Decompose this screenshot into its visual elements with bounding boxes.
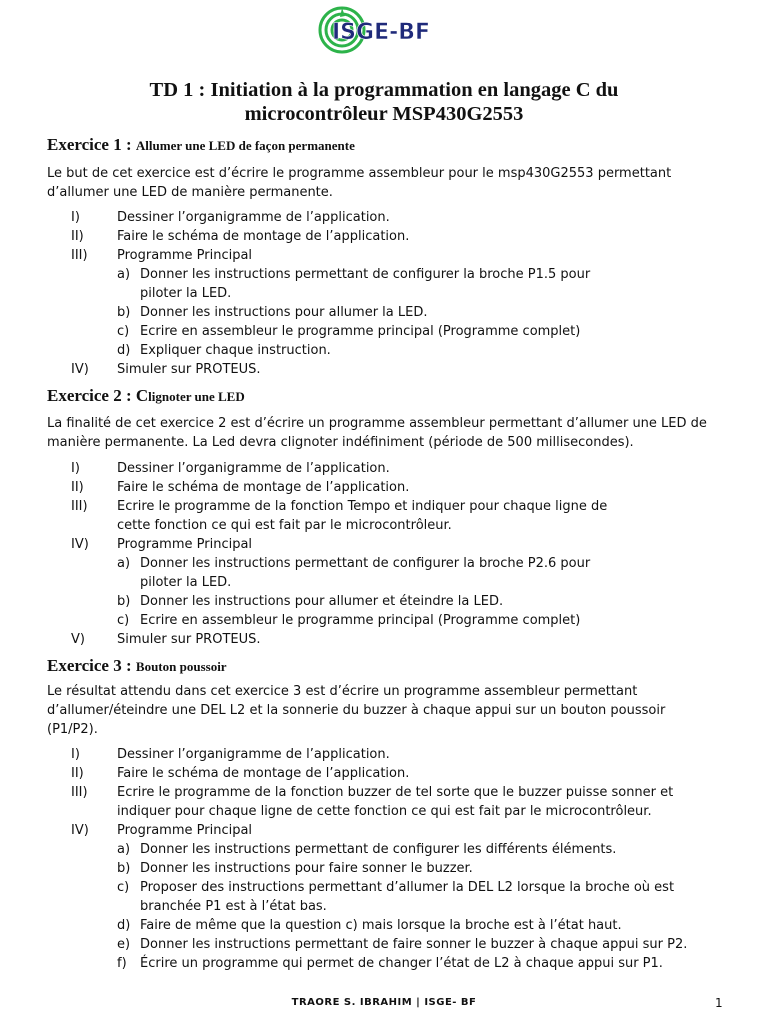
exercise-3-label: Exercice 3 :	[47, 656, 136, 675]
ex2-item-5-num: V)	[71, 632, 85, 647]
exercise-2-intro-line-2: manière permanente. La Led devra clignoter indéfiniment (période de 500 millisecondes).	[47, 435, 634, 450]
ex1-item-1-text: Dessiner l’organigramme de l’application.	[117, 210, 390, 225]
page-number: 1	[715, 996, 723, 1010]
ex2-item-1-num: I)	[71, 461, 80, 476]
ex1-sub-a-continued: piloter la LED.	[140, 286, 232, 301]
ex1-item-3-num: III)	[71, 248, 88, 263]
ex3-sub-c-continued: branchée P1 est à l’état bas.	[140, 899, 327, 914]
ex3-item-3-continued: indiquer pour chaque ligne de cette fonction ce qui est fait par le microcontrôleur.	[117, 804, 652, 819]
ex2-item-3-num: III)	[71, 499, 88, 514]
ex3-sub-c-text: Proposer des instructions permettant d’allumer la DEL L2 lorsque la broche où est	[140, 880, 675, 895]
ex1-sub-b-text: Donner les instructions pour allumer la LED.	[140, 305, 428, 320]
exercise-2-intro-line-1: La finalité de cet exercice 2 est d’écrire un programme assembleur permettant d’allumer une LED de	[47, 416, 707, 431]
ex1-sub-d-letter: d)	[117, 343, 131, 358]
title-line-1: TD 1 : Initiation à la programmation en langage C du	[149, 79, 619, 101]
ex3-sub-f-letter: f)	[117, 956, 127, 971]
exercise-3-heading	[47, 656, 227, 677]
exercise-1-heading	[47, 135, 355, 156]
ex3-item-3-text: Ecrire le programme de la fonction buzzer de tel sorte que le buzzer puisse sonner et	[117, 785, 674, 800]
ex2-sub-a-text: Donner les instructions permettant de configurer la broche P2.6 pour	[140, 556, 591, 571]
ex3-sub-d-letter: d)	[117, 918, 131, 933]
page-footer: TRAORE S. IBRAHIM | ISGE- BF	[291, 997, 477, 1008]
ex1-item-4-num: IV)	[71, 362, 89, 377]
ex3-sub-b-text: Donner les instructions pour faire sonner le buzzer.	[140, 861, 473, 876]
ex1-sub-c-text: Ecrire en assembleur le programme principal (Programme complet)	[140, 324, 581, 339]
exercise-2-subtitle: lignoter une LED	[148, 389, 245, 404]
ex3-item-4-text: Programme Principal	[117, 823, 253, 838]
exercise-1-subtitle: Allumer une LED de façon permanente	[135, 138, 355, 153]
exercise-3-intro-line-3: (P1/P2).	[47, 722, 98, 737]
ex2-item-3-text: Ecrire le programme de la fonction Tempo et indiquer pour chaque ligne de	[117, 499, 608, 514]
ex1-sub-d-text: Expliquer chaque instruction.	[140, 343, 331, 358]
ex2-item-3-continued: cette fonction ce qui est fait par le microcontrôleur.	[117, 518, 452, 533]
exercise-2-heading	[47, 386, 245, 407]
exercise-1-intro	[47, 164, 721, 202]
ex1-item-1-num: I)	[71, 210, 80, 225]
ex2-sub-b-text: Donner les instructions pour allumer et éteindre la LED.	[140, 594, 504, 609]
ex3-item-2-num: II)	[71, 766, 84, 781]
ex1-item-4-text: Simuler sur PROTEUS.	[117, 362, 261, 377]
ex3-item-1-text: Dessiner l’organigramme de l’application.	[117, 747, 390, 762]
ex3-item-4-num: IV)	[71, 823, 89, 838]
ex1-item-3-text: Programme Principal	[117, 248, 253, 263]
ex3-item-2-text: Faire le schéma de montage de l’application.	[117, 766, 410, 781]
ex3-sub-d-text: Faire de même que la question c) mais lorsque la broche est à l’état haut.	[140, 918, 622, 933]
ex2-sub-c-text: Ecrire en assembleur le programme principal (Programme complet)	[140, 613, 581, 628]
ex1-sub-c-letter: c)	[117, 324, 130, 339]
exercise-1-label: Exercice 1 :	[47, 135, 136, 154]
title-line-2: microcontrôleur MSP430G2553	[244, 103, 524, 125]
ex3-sub-a-letter: a)	[117, 842, 131, 857]
ex3-sub-c-letter: c)	[117, 880, 130, 895]
ex1-item-2-num: II)	[71, 229, 84, 244]
ex3-sub-b-letter: b)	[117, 861, 131, 876]
ex3-sub-e-text: Donner les instructions permettant de faire sonner le buzzer à chaque appui sur P2.	[140, 937, 688, 952]
exercise-2-label: Exercice 2 : C	[47, 386, 149, 405]
ex2-item-5-text: Simuler sur PROTEUS.	[117, 632, 261, 647]
exercise-3-intro	[47, 682, 721, 739]
ex3-item-3-num: III)	[71, 785, 88, 800]
ex1-item-2-text: Faire le schéma de montage de l’application.	[117, 229, 410, 244]
exercise-3-intro-line-2: d’allumer/éteindre une DEL L2 et la sonnerie du buzzer à chaque appui sur un bouton poussoir	[47, 703, 666, 718]
ex2-sub-c-letter: c)	[117, 613, 130, 628]
isge-bf-logo	[318, 4, 458, 56]
ex3-sub-e-letter: e)	[117, 937, 131, 952]
ex2-sub-a-letter: a)	[117, 556, 131, 571]
ex1-sub-b-letter: b)	[117, 305, 131, 320]
ex2-sub-a-continued: piloter la LED.	[140, 575, 232, 590]
exercise-3-intro-line-1: Le résultat attendu dans cet exercice 3 est d’écrire un programme assembleur permettant	[47, 684, 638, 699]
ex3-sub-f-text: Écrire un programme qui permet de changer l’état de L2 à chaque appui sur P1.	[140, 956, 663, 971]
ex2-item-2-num: II)	[71, 480, 84, 495]
ex3-sub-a-text: Donner les instructions permettant de configurer les différents éléments.	[140, 842, 617, 857]
svg-text:ISGE-BF: ISGE-BF	[332, 20, 431, 45]
ex1-sub-a-text: Donner les instructions permettant de configurer la broche P1.5 pour	[140, 267, 591, 282]
exercise-2-intro	[47, 414, 721, 452]
exercise-3-subtitle: Bouton poussoir	[135, 659, 227, 674]
ex2-sub-b-letter: b)	[117, 594, 131, 609]
ex2-item-4-text: Programme Principal	[117, 537, 253, 552]
logo-graphic	[318, 4, 458, 56]
ex2-item-1-text: Dessiner l’organigramme de l’application.	[117, 461, 390, 476]
ex1-sub-a-letter: a)	[117, 267, 131, 282]
document-title	[40, 78, 728, 126]
exercise-1-intro-line-1: Le but de cet exercice est d’écrire le programme assembleur pour le msp430G2553 permettant	[47, 166, 672, 181]
exercise-1-intro-line-2: d’allumer une LED de manière permanente.	[47, 185, 333, 200]
ex3-item-1-num: I)	[71, 747, 80, 762]
ex2-item-4-num: IV)	[71, 537, 89, 552]
ex2-item-2-text: Faire le schéma de montage de l’application.	[117, 480, 410, 495]
